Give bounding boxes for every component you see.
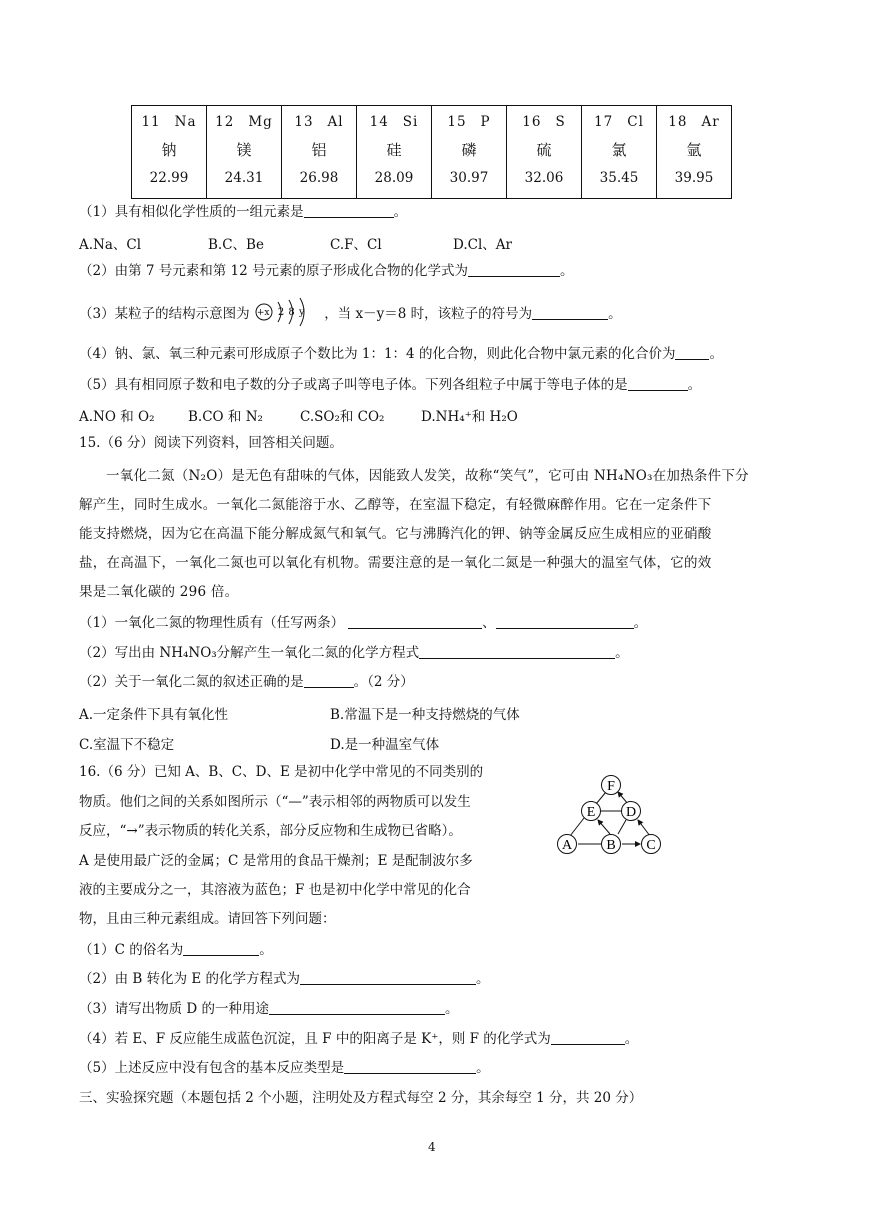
atomic-mass: 30.97 <box>449 170 489 186</box>
answer-blank[interactable] <box>675 345 709 360</box>
element-number-symbol <box>207 114 281 130</box>
q16-part4: （4）若 E、F 反应能生成蓝色沉淀，且 F 中的阳离子是 K⁺，则 F 的化学式为 。 <box>79 1031 639 1047</box>
section-3-heading: 三、实验探究题（本题包括 2 个小题，注明处及方程式每空 2 分，其余每空 1 分，共 20 分） <box>79 1090 643 1106</box>
answer-blank[interactable] <box>348 614 482 629</box>
element-cell <box>432 106 507 199</box>
q15-option-a: A.一定条件下具有氧化性 <box>79 707 229 723</box>
relation-diagram-svg <box>550 770 670 860</box>
element-number-symbol <box>357 114 431 130</box>
node-c-label: C <box>646 838 656 853</box>
element-cell <box>582 106 657 199</box>
element-number-symbol <box>657 114 731 130</box>
link-c-d <box>638 820 650 836</box>
q16-part1: （1）C 的俗名为 。 <box>79 942 273 958</box>
answer-blank[interactable] <box>419 644 615 659</box>
q14-p5-option-a: A.NO 和 O₂ <box>79 409 155 425</box>
q16-part5: （5）上述反应中没有包含的基本反应类型是 。 <box>79 1060 490 1076</box>
atomic-mass: 39.95 <box>674 170 714 186</box>
atomic-number: 12 <box>215 114 235 130</box>
element-number-symbol <box>132 114 206 130</box>
element-symbol: Na <box>174 114 197 130</box>
q14-part4: （4）钠、氯、氧三种元素可形成原子个数比为 1：1：4 的化合物，则此化合物中氯元素的化合价为 。 <box>79 346 723 362</box>
element-number-symbol <box>507 114 581 130</box>
q14-p1-option-a: A.Na、Cl <box>79 237 142 253</box>
element-name: 硫 <box>536 141 552 159</box>
q14-part1: （1）具有相似化学性质的一组元素是 。 <box>79 204 408 220</box>
q14-p1-option-d: D.Cl、Ar <box>453 237 512 253</box>
substance-relation-diagram <box>550 770 670 860</box>
element-name: 磷 <box>461 141 477 159</box>
page-number: 4 <box>428 1140 436 1154</box>
element-symbol: Ar <box>701 114 720 130</box>
answer-blank[interactable] <box>551 1030 625 1045</box>
q15-paragraph-line: 能支持燃烧，因为它在高温下能分解成氮气和氧气。它与沸腾汽化的钾、钠等金属反应生成相应的亚硝酸 <box>79 526 712 542</box>
answer-blank[interactable] <box>269 1000 445 1015</box>
q14-part5: （5）具有相同原子数和电子数的分子或离子叫等电子体。下列各组粒子中属于等电子体的是 。 <box>79 377 702 393</box>
element-cell <box>657 106 732 199</box>
q14-p5-option-c: C.SO₂和 CO₂ <box>300 409 385 425</box>
element-symbol: P <box>480 114 491 130</box>
link-b-e <box>598 820 610 834</box>
q16-part2: （2）由 B 转化为 E 的化学方程式为 。 <box>79 971 490 987</box>
q15-paragraph-line: 一氧化二氮（N₂O）是无色有甜味的气体，因能致人发笑，故称“笑气”，它可由 NH₄NO₃在加热条件下分 <box>106 468 749 484</box>
answer-blank[interactable] <box>468 262 560 277</box>
answer-blank[interactable] <box>532 305 608 320</box>
q15-option-c: C.室温下不稳定 <box>79 737 175 753</box>
q16-text-line: 物，且由三种元素组成。请回答下列问题： <box>79 911 336 927</box>
node-d-label: D <box>625 805 637 820</box>
element-cell <box>132 106 207 199</box>
answer-blank[interactable] <box>304 203 394 218</box>
element-symbol: Si <box>402 114 419 130</box>
q14-part2: （2）由第 7 号元素和第 12 号元素的原子形成化合物的化学式为 。 <box>79 263 574 279</box>
atomic-mass: 26.98 <box>299 170 339 186</box>
q14-p5-option-d: D.NH₄⁺和 H₂O <box>421 409 518 425</box>
element-number-symbol <box>282 114 356 130</box>
q16-text-line: 反应，“→”表示物质的转化关系，部分反应物和生成物已省略）。 <box>79 823 462 839</box>
element-number-symbol <box>582 114 656 130</box>
node-e-label: E <box>586 805 596 820</box>
q14-p5-option-b: B.CO 和 N₂ <box>188 409 263 425</box>
element-name: 氩 <box>686 141 702 159</box>
answer-blank[interactable] <box>628 376 688 391</box>
atomic-number: 16 <box>522 114 542 130</box>
atomic-number: 13 <box>294 114 314 130</box>
element-symbol: S <box>555 114 566 130</box>
link-a-e <box>570 818 584 836</box>
element-cell <box>282 106 357 199</box>
element-name: 钠 <box>161 141 177 159</box>
element-number-symbol <box>432 114 506 130</box>
element-symbol: Cl <box>627 114 644 130</box>
element-symbol: Mg <box>248 114 273 130</box>
element-cell <box>207 106 282 199</box>
atomic-mass: 28.09 <box>374 170 414 186</box>
answer-blank[interactable] <box>344 1059 476 1074</box>
q16-text-line: 物质。他们之间的关系如图所示（“—”表示相邻的两物质可以发生 <box>79 794 471 810</box>
element-name: 镁 <box>236 141 252 159</box>
answer-blank[interactable] <box>496 614 634 629</box>
q15-paragraph-line: 解产生，同时生成水。一氧化二氮能溶于水、乙醇等，在室温下稳定，有轻微麻醉作用。它在一定条件下 <box>79 497 712 513</box>
link-e-f <box>596 792 606 804</box>
q16-text-line: A 是使用最广泛的金属；C 是常用的食品干燥剂；E 是配制波尔多 <box>79 853 473 869</box>
atomic-number: 15 <box>447 114 467 130</box>
nucleus-label: +x <box>256 308 270 318</box>
node-a-label: A <box>561 838 573 853</box>
answer-blank[interactable] <box>183 941 259 956</box>
link-b-d <box>618 820 626 834</box>
q15-paragraph-line: 盐，在高温下，一氧化二氮也可以氧化有机物。需要注意的是一氧化二氮是一种强大的温室气体，它的效 <box>79 555 712 571</box>
shell-labels: 2 8 y <box>277 307 306 318</box>
element-cell <box>357 106 432 199</box>
element-name: 氯 <box>611 141 627 159</box>
q16-text-line: 16.（6 分）已知 A、B、C、D、E 是初中化学中常见的不同类别的 <box>79 764 484 780</box>
q16-text-line: 液的主要成分之一，其溶液为蓝色；F 也是初中化学中常见的化合 <box>79 882 471 898</box>
atomic-mass: 35.45 <box>599 170 639 186</box>
answer-blank[interactable] <box>304 673 354 688</box>
q15-option-d: D.是一种温室气体 <box>330 737 440 753</box>
q14-part3: （3）某粒子的结构示意图为 +x 2 8 y ，当 x－y＝8 时，该粒子的符号为 。 <box>79 303 622 323</box>
atomic-number: 14 <box>369 114 389 130</box>
atomic-number: 18 <box>668 114 688 130</box>
q15-option-b: B.常温下是一种支持燃烧的气体 <box>330 707 520 723</box>
answer-blank[interactable] <box>300 970 476 985</box>
periodic-table <box>131 105 732 199</box>
node-f-label: F <box>607 779 615 794</box>
atom-structure-diagram <box>254 303 320 323</box>
atomic-mass: 32.06 <box>524 170 564 186</box>
atomic-number: 17 <box>594 114 614 130</box>
q16-part3: （3）请写出物质 D 的一种用途 。 <box>79 1001 459 1017</box>
node-b-label: B <box>606 838 616 853</box>
element-name: 硅 <box>386 141 402 159</box>
q15-part1: （1）一氧化二氮的物理性质有（任写两条） 、 。 <box>79 615 648 631</box>
atomic-mass: 24.31 <box>224 170 264 186</box>
q15-paragraph-line: 果是二氧化碳的 296 倍。 <box>79 584 239 600</box>
q15-part2: （2）写出由 NH₄NO₃分解产生一氧化二氮的化学方程式 。 <box>79 645 629 661</box>
atomic-mass: 22.99 <box>149 170 189 186</box>
q15-part3: （2）关于一氧化二氮的叙述正确的是 。（2 分） <box>79 674 414 690</box>
q15-heading: 15.（6 分）阅读下列资料，回答相关问题。 <box>79 435 343 451</box>
q14-p1-option-c: C.F、Cl <box>330 237 382 253</box>
element-symbol: Al <box>327 114 344 130</box>
element-name: 铝 <box>311 141 327 159</box>
atomic-number: 11 <box>141 114 161 130</box>
element-cell <box>507 106 582 199</box>
q14-p1-option-b: B.C、Be <box>208 237 264 253</box>
